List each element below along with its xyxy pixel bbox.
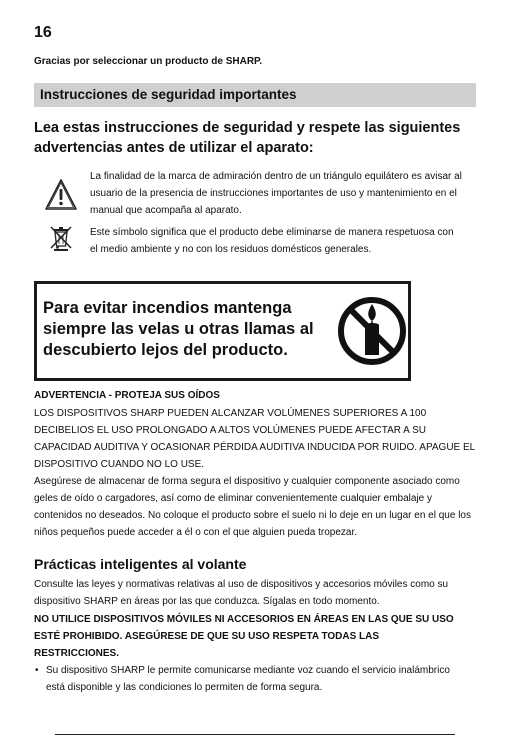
page-number: 16 <box>34 24 52 41</box>
section-title: Instrucciones de seguridad importantes <box>34 83 476 107</box>
bullet-dot-icon: • <box>35 665 39 676</box>
footer-divider <box>55 734 455 735</box>
notice-exclamation-text: La finalidad de la marca de admiración dentro de un triángulo equilátero es avisar al usuario de la presencia de instrucciones importantes de uso y mantenimiento en el manual que acompaña al aparato. <box>90 171 462 216</box>
ear-warning-text: Asegúrese de almacenar de forma segura el dispositivo y cualquier componente asociado como geles de oído o cargadores, así como de eliminar convenientemente cualquier embalaje y contenidos no deseados. No coloque el producto sobre el suelo ni lo deje en un lugar en el que los niños pequeños puede acceder a él o con el que alguien pueda tropezar. <box>34 476 471 538</box>
ear-warning-body <box>34 405 479 541</box>
crossed-bin-icon <box>49 225 73 251</box>
fire-warning-text: Para evitar incendios mantenga siempre las velas u otras llamas al descubierto lejos del producto. <box>43 299 314 359</box>
lead-paragraph: Lea estas instrucciones de seguridad y respete las siguientes advertencias antes de utilizar el aparato: <box>34 120 461 156</box>
fire-warning-box <box>34 281 411 381</box>
notice-bin-text: Este símbolo significa que el producto debe eliminarse de manera respetuosa con el medio ambiente y no con los residuos domésticos generales. <box>90 227 454 255</box>
ear-warning-caps: LOS DISPOSITIVOS SHARP PUEDEN ALCANZAR VOLÚMENES SUPERIORES A 100 DECIBELIOS EL USO PROLONGADO A ALTOS VOLÚMENES PUEDE AFECTAR A SU CAPACIDAD AUDITIVA Y OCASIONAR PÉRDIDA AUDITIVA INDUCIDA POR RUIDO. APAGUE EL DISPOSITIVO CUANDO NO LO USE. <box>34 408 475 470</box>
no-candle-icon <box>337 294 407 368</box>
driving-body: Consulte las leyes y normativas relativas al uso de dispositivos y accesorios móviles como su dispositivo SHARP en áreas por las que conduzca. Sígalas en todo momento. <box>34 579 449 607</box>
driving-heading: Prácticas inteligentes al volante <box>34 556 247 572</box>
list-item: Su dispositivo SHARP le permite comunicarse mediante voz cuando el servicio inalámbrico está disponible y las condiciones lo permiten de forma segura. <box>46 665 450 693</box>
thanks-line: Gracias por seleccionar un producto de SHARP. <box>34 56 263 67</box>
warning-triangle-icon <box>44 178 78 212</box>
driving-warning: NO UTILICE DISPOSITIVOS MÓVILES NI ACCESORIOS EN ÁREAS EN LAS QUE SU USO ESTÉ PROHIBIDO. ASEGÚRESE DE QUE SU USO RESPETA TODAS LAS RESTRICCIONES. <box>34 614 454 659</box>
ear-warning-heading: ADVERTENCIA - PROTEJA SUS OÍDOS <box>34 390 220 401</box>
